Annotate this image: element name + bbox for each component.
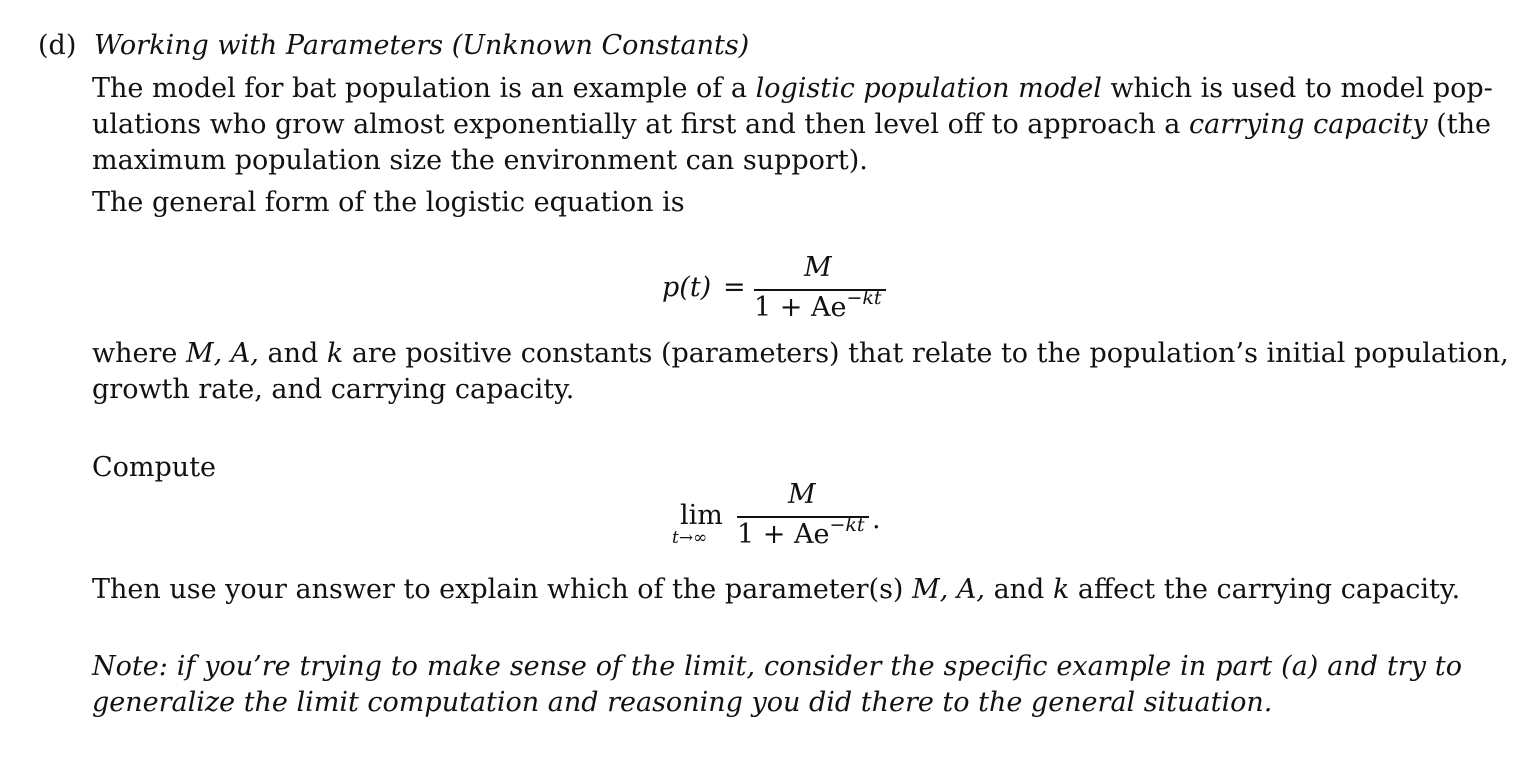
where-line-1 — [92, 337, 1509, 371]
where-text: are positive constants (parameters) that relate to the population’s initial population, — [351, 338, 1509, 369]
then-text: Then use your answer to explain which of the parameter(s) — [92, 574, 904, 605]
intro-line-2 — [92, 108, 1491, 142]
then-text: and — [993, 574, 1045, 605]
equals-sign: = — [723, 272, 746, 303]
carrying-capacity-term: carrying capacity — [1189, 109, 1428, 140]
limit-exponent: −kt — [829, 514, 865, 536]
problem-heading: Working with Parameters (Unknown Constants) — [94, 30, 750, 61]
note-line-2: generalize the limit computation and reasoning you did there to the general situation. — [92, 687, 1273, 718]
lim-subscript: t→∞ — [672, 528, 708, 548]
then-parameters: M, A, — [912, 574, 985, 605]
parameters-list: M, A, — [185, 338, 259, 369]
where-text: where — [92, 338, 178, 369]
denominator-base: 1 + Ae — [754, 292, 847, 323]
equation-lhs: p(t) — [662, 272, 712, 303]
numerator-m: M — [804, 252, 832, 283]
note-line-1: Note: if you’re trying to make sense of the limit, consider the specific example in part (a) and try to — [92, 651, 1462, 682]
then-parameter-k: k — [1052, 574, 1070, 605]
intro-line-1 — [92, 72, 1493, 106]
general-form-text: The general form of the logistic equation is — [92, 187, 685, 218]
limit-denominator — [737, 514, 865, 550]
parameter-k: k — [326, 338, 344, 369]
limit-denominator-base: 1 + Ae — [737, 519, 830, 550]
problem-label: (d) — [38, 30, 77, 61]
intro-text: which is used to model pop- — [1110, 73, 1493, 104]
limit-period: . — [872, 504, 881, 535]
lim-word: lim — [680, 500, 723, 531]
limit-numerator-m: M — [788, 479, 816, 510]
then-text: affect the carrying capacity. — [1077, 574, 1461, 605]
intro-text: ulations who grow almost exponentially at first and then level off to approach a — [92, 109, 1181, 140]
intro-text: The model for bat population is an example of a — [92, 73, 747, 104]
where-text: and — [267, 338, 319, 369]
compute-text: Compute — [92, 452, 217, 483]
intro-line-3: maximum population size the environment can support). — [92, 145, 868, 176]
logistic-model-term: logistic population model — [755, 73, 1102, 104]
intro-text: (the — [1436, 109, 1491, 140]
then-line — [92, 573, 1460, 607]
exponent: −kt — [846, 287, 882, 309]
denominator — [754, 287, 882, 323]
where-line-2: growth rate, and carrying capacity. — [92, 374, 575, 405]
